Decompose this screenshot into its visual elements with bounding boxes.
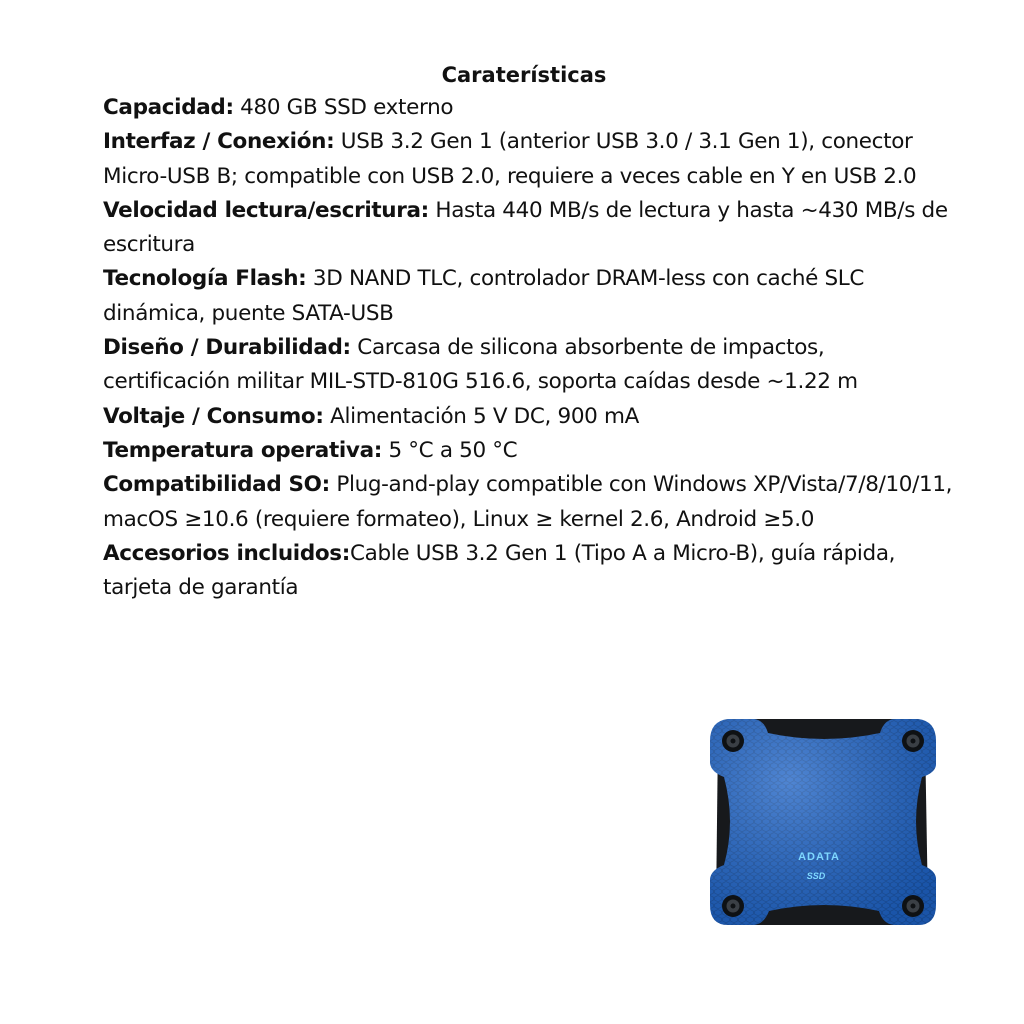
spec-value: USB 3.2 Gen 1 (anterior USB 3.0 / 3.1 Gen 1), conector Micro-USB B; compatible con USB 2.0, requiere a veces cable en Y en USB 2.0: [103, 129, 917, 189]
spec-label: Diseño / Durabilidad:: [103, 335, 351, 361]
spec-label: Velocidad lectura/escritura:: [103, 197, 429, 223]
spec-value: Carcasa de silicona absorbente de impactos, certificación militar MIL-STD-810G 516.6, soporta caídas desde ~1.22 m: [103, 335, 858, 395]
spec-value: Alimentación 5 V DC, 900 mA: [323, 403, 639, 429]
spec-label: Capacidad:: [103, 95, 234, 120]
ssd-product-image: [706, 713, 942, 931]
ssd-drive-illustration: [706, 713, 942, 931]
spec-label: Voltaje / Consumo:: [103, 403, 324, 429]
spec-voltaje: [103, 400, 953, 434]
spec-velocidad: [103, 194, 953, 263]
spec-interfaz: [103, 125, 953, 194]
spec-capacidad: [103, 91, 953, 125]
spec-tecnologia: [103, 262, 953, 331]
spec-value: Plug-and-play compatible con Windows XP/Vista/7/8/10/11, macOS ≥10.6 (requiere formateo), Linux ≥ kernel 2.6, Android ≥5.0: [103, 472, 953, 532]
screw-icon: [722, 730, 744, 752]
brand-logo: ADATA: [798, 851, 840, 863]
spec-label: Interfaz / Conexión:: [103, 129, 335, 155]
spec-compatibilidad: [103, 468, 953, 537]
spec-diseno: [103, 331, 953, 400]
spec-value: 5 °C a 50 °C: [381, 437, 518, 463]
spec-label: Tecnología Flash:: [103, 266, 307, 292]
spec-label: Accesorios incluidos:: [103, 540, 350, 566]
spec-value: Hasta 440 MB/s de lectura y hasta ~430 MB/s de escritura: [103, 197, 948, 258]
spec-value: 480 GB SSD externo: [233, 95, 454, 120]
spec-value: Cable USB 3.2 Gen 1 (Tipo A a Micro-B), guía rápida, tarjeta de garantía: [103, 540, 896, 601]
screw-icon: [722, 895, 744, 917]
page-title: Caraterísticas: [441, 63, 607, 87]
spec-label: Temperatura operativa:: [103, 437, 382, 463]
spec-value: 3D NAND TLC, controlador DRAM-less con caché SLC dinámica, puente SATA-USB: [103, 266, 865, 326]
screw-icon: [902, 895, 924, 917]
spec-temperatura: [103, 434, 953, 468]
spec-list: [103, 91, 953, 605]
spec-label: Compatibilidad SO:: [103, 472, 330, 498]
spec-accesorios: [103, 537, 953, 606]
screw-icon: [902, 730, 924, 752]
model-logo: SSD: [806, 871, 826, 881]
